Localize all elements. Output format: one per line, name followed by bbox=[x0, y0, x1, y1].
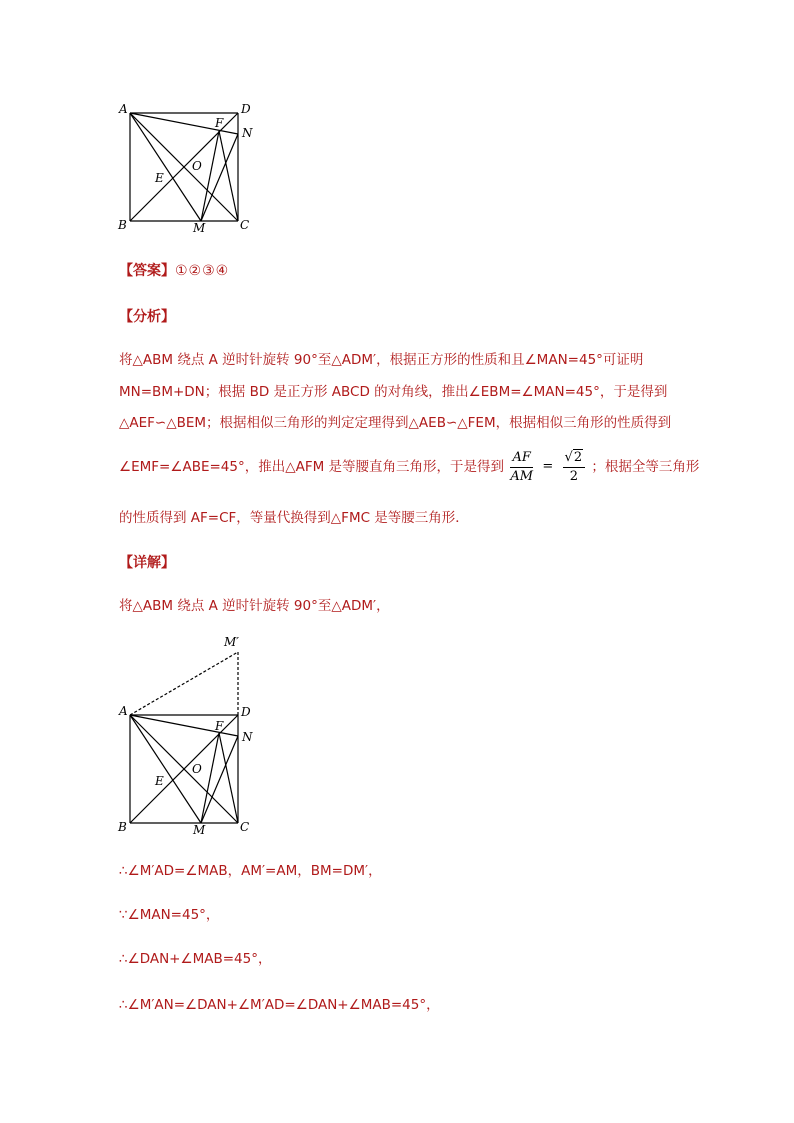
analysis-line-3: △AEF∽△BEM；根据相似三角形的判定定理得到△AEB∽△FEM，根据相似三角形的性质得到 bbox=[119, 415, 672, 431]
detail-heading: 【详解】 bbox=[119, 555, 175, 571]
fraction-af-am bbox=[510, 450, 533, 485]
detail-step-4: ∴∠M′AN=∠DAN+∠M′AD=∠DAN+∠MAB=45°， bbox=[119, 997, 440, 1013]
analysis-line-5: 的性质得到 AF=CF，等量代换得到△FMC 是等腰三角形． bbox=[119, 510, 469, 526]
sqrt-symbol: √ bbox=[564, 449, 573, 465]
label-N: N bbox=[242, 126, 253, 140]
fraction-sqrt2-over-2 bbox=[563, 450, 586, 485]
label-C: C bbox=[240, 820, 250, 834]
label-D: D bbox=[241, 705, 251, 719]
analysis-line-1: 将△ABM 绕点 A 逆时针旋转 90°至△ADM′，根据正方形的性质和且∠MAN=45°可证明 bbox=[119, 352, 644, 368]
label-E: E bbox=[155, 171, 164, 185]
label-N: N bbox=[242, 730, 253, 744]
label-D: D bbox=[241, 102, 251, 116]
label-M-prime: M′ bbox=[224, 635, 240, 649]
label-F: F bbox=[215, 116, 224, 130]
label-B: B bbox=[118, 820, 127, 834]
geometry-figure-1 bbox=[110, 98, 270, 238]
fraction-af-am-denominator: AM bbox=[510, 468, 534, 484]
label-O: O bbox=[192, 762, 202, 776]
label-B: B bbox=[118, 218, 127, 232]
fraction-af-am-numerator: AF bbox=[510, 450, 533, 468]
label-C: C bbox=[240, 218, 250, 232]
fraction-sqrt2-numerator bbox=[563, 450, 586, 468]
label-F: F bbox=[215, 719, 224, 733]
answer-value: ①②③④ bbox=[175, 263, 230, 279]
analysis-line-2: MN=BM+DN；根据 BD 是正方形 ABCD 的对角线，推出∠EBM=∠MAN=45°，于是得到 bbox=[119, 384, 668, 400]
detail-step-2: ∵∠MAN=45°， bbox=[119, 907, 220, 923]
detail-step-1: ∴∠M′AD=∠MAB，AM′=AM，BM=DM′， bbox=[119, 863, 382, 879]
answer-line bbox=[119, 260, 229, 280]
answer-heading: 【答案】 bbox=[119, 263, 175, 279]
label-E: E bbox=[155, 774, 164, 788]
label-O: O bbox=[192, 159, 202, 173]
fraction-sqrt2-denominator: 2 bbox=[569, 468, 578, 484]
detail-line-1: 将△ABM 绕点 A 逆时针旋转 90°至△ADM′， bbox=[119, 598, 390, 614]
geometry-figure-2 bbox=[110, 630, 280, 840]
sqrt-radicand: 2 bbox=[573, 449, 583, 465]
analysis-line-4-post: ；根据全等三角形 bbox=[591, 459, 700, 475]
label-A: A bbox=[119, 102, 128, 116]
label-M: M bbox=[193, 221, 206, 235]
analysis-heading: 【分析】 bbox=[119, 309, 175, 325]
detail-step-3: ∴∠DAN+∠MAB=45°， bbox=[119, 951, 272, 967]
analysis-line-4 bbox=[119, 449, 699, 489]
label-A: A bbox=[119, 704, 128, 718]
equals-sign: = bbox=[542, 459, 554, 474]
label-M: M bbox=[193, 823, 206, 837]
analysis-line-4-pre: ∠EMF=∠ABE=45°，推出△AFM 是等腰直角三角形，于是得到 bbox=[119, 459, 505, 475]
